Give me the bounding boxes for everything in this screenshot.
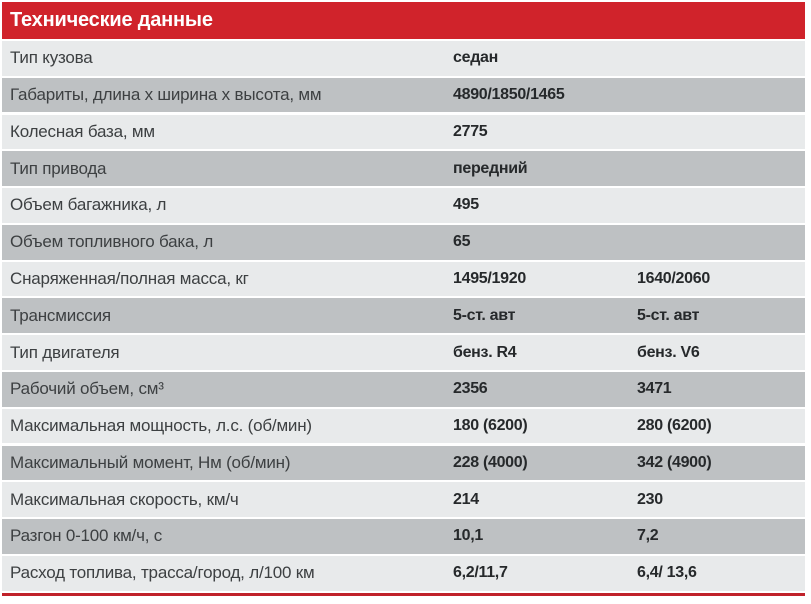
bottom-accent-line <box>2 593 805 596</box>
table-row <box>2 41 805 76</box>
spec-value-secondary: 230 <box>637 490 663 508</box>
page-title: Технические данные <box>10 9 213 31</box>
spec-label: Объем багажника, л <box>10 195 167 215</box>
spec-value-primary: 2356 <box>453 380 488 398</box>
table-row <box>2 298 805 333</box>
spec-value-primary: 4890/1850/1465 <box>453 86 565 104</box>
table-row <box>2 372 805 407</box>
table-row <box>2 335 805 370</box>
spec-value-secondary: 3471 <box>637 380 672 398</box>
spec-label: Габариты, длина х ширина х высота, мм <box>10 85 322 105</box>
spec-label: Разгон 0-100 км/ч, с <box>10 526 163 546</box>
spec-label: Трансмиссия <box>10 305 111 325</box>
spec-value-primary: 228 (4000) <box>453 453 528 471</box>
spec-label: Снаряженная/полная масса, кг <box>10 268 249 288</box>
table-row <box>2 556 805 591</box>
spec-label: Тип привода <box>10 158 107 178</box>
spec-value-secondary: 5-ст. авт <box>637 306 700 324</box>
spec-value-secondary: бенз. V6 <box>637 343 700 361</box>
spec-label: Максимальный момент, Нм (об/мин) <box>10 452 291 472</box>
spec-value-secondary: 280 (6200) <box>637 417 712 435</box>
table-row <box>2 151 805 186</box>
table-row <box>2 482 805 517</box>
spec-label: Объем топливного бака, л <box>10 232 214 252</box>
table-row <box>2 409 805 444</box>
spec-value-secondary: 1640/2060 <box>637 269 710 287</box>
spec-value-primary: 5-ст. авт <box>453 306 516 324</box>
spec-value-primary: седан <box>453 49 499 67</box>
spec-table-body <box>2 41 805 591</box>
table-row <box>2 225 805 260</box>
table-row <box>2 262 805 297</box>
table-header <box>2 2 805 39</box>
table-row <box>2 519 805 554</box>
spec-label: Максимальная мощность, л.с. (об/мин) <box>10 416 312 436</box>
spec-value-primary: 214 <box>453 490 479 508</box>
spec-value-primary: передний <box>453 159 528 177</box>
spec-value-secondary: 342 (4900) <box>637 453 712 471</box>
spec-value-primary: 10,1 <box>453 527 483 545</box>
spec-label: Расход топлива, трасса/город, л/100 км <box>10 563 315 583</box>
spec-table <box>2 2 805 596</box>
table-row <box>2 446 805 481</box>
spec-value-primary: 65 <box>453 233 471 251</box>
spec-value-secondary: 6,4/ 13,6 <box>637 564 697 582</box>
table-row <box>2 115 805 150</box>
spec-value-secondary: 7,2 <box>637 527 659 545</box>
spec-label: Тип двигателя <box>10 342 120 362</box>
table-row <box>2 188 805 223</box>
spec-value-primary: 2775 <box>453 122 488 140</box>
table-row <box>2 78 805 113</box>
spec-value-primary: 6,2/11,7 <box>453 564 508 582</box>
spec-value-primary: 180 (6200) <box>453 417 528 435</box>
spec-value-primary: 495 <box>453 196 479 214</box>
spec-label: Рабочий объем, см³ <box>10 379 164 399</box>
spec-label: Колесная база, мм <box>10 121 155 141</box>
spec-value-primary: бенз. R4 <box>453 343 517 361</box>
spec-label: Максимальная скорость, км/ч <box>10 489 239 509</box>
spec-label: Тип кузова <box>10 48 93 68</box>
spec-value-primary: 1495/1920 <box>453 269 526 287</box>
